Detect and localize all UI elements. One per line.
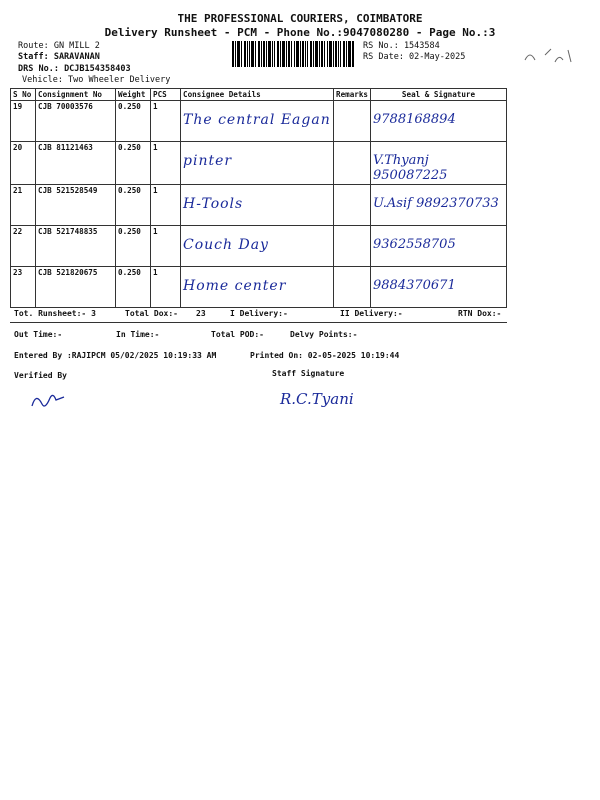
row-signature <box>371 142 507 185</box>
barcode-image <box>232 41 354 67</box>
row-pcs: 1 <box>151 185 181 226</box>
col-weight: Weight <box>116 89 151 101</box>
entered-by: Entered By :RAJIPCM 05/02/2025 10:19:33 AM <box>14 351 217 360</box>
col-pcs: PCS <box>151 89 181 101</box>
row-consignee <box>181 101 334 142</box>
consignee-handwriting: Couch Day <box>183 237 269 253</box>
row-weight: 0.250 <box>116 101 151 142</box>
row-remarks <box>334 142 371 185</box>
total-pod: Total POD:- <box>211 330 264 339</box>
consignee-handwriting: The central Eagan <box>183 112 331 128</box>
row-remarks <box>334 185 371 226</box>
table-header-row <box>11 89 507 101</box>
row-sno: 21 <box>11 185 36 226</box>
staff-label: Staff: SARAVANAN <box>18 52 100 62</box>
row-consignee <box>181 142 334 185</box>
row-pcs: 1 <box>151 267 181 308</box>
row-signature <box>371 226 507 267</box>
row-consignment: CJB 521820675 <box>36 267 116 308</box>
row-consignment: CJB 521748835 <box>36 226 116 267</box>
row-consignee <box>181 267 334 308</box>
rs-date: RS Date: 02-May-2025 <box>363 52 466 62</box>
row-remarks <box>334 101 371 142</box>
table-row <box>11 185 507 226</box>
vehicle-label: Vehicle: Two Wheeler Delivery <box>22 75 171 85</box>
row-pcs: 1 <box>151 142 181 185</box>
col-consignee: Consignee Details <box>181 89 334 101</box>
verified-by-label: Verified By <box>14 371 67 380</box>
staff-signature: R.C.Tyani <box>280 390 354 408</box>
route-label: Route: GN MILL 2 <box>18 41 100 51</box>
row-consignment: CJB 81121463 <box>36 142 116 185</box>
footer-divider <box>10 322 507 323</box>
i-delivery: I Delivery:- <box>230 309 288 318</box>
table-row <box>11 267 507 308</box>
delvy-points: Delvy Points:- <box>290 330 358 339</box>
table-row <box>11 226 507 267</box>
row-consignment: CJB 70003576 <box>36 101 116 142</box>
row-sno: 22 <box>11 226 36 267</box>
total-dox-value: 23 <box>196 309 206 318</box>
row-weight: 0.250 <box>116 185 151 226</box>
in-time: In Time:- <box>116 330 160 339</box>
row-signature <box>371 267 507 308</box>
col-signature: Seal & Signature <box>371 89 507 101</box>
ii-delivery: II Delivery:- <box>340 309 403 318</box>
runsheet-subtitle: Delivery Runsheet - PCM - Phone No.:9047080280 - Page No.:3 <box>104 26 496 39</box>
printed-on: Printed On: 02-05-2025 10:19:44 <box>250 351 400 360</box>
signature-handwriting: 9788168894 <box>373 112 456 127</box>
signature-handwriting: 9884370671 <box>373 278 456 293</box>
drs-label: DRS No.: <box>18 64 65 74</box>
row-consignee <box>181 226 334 267</box>
row-pcs: 1 <box>151 226 181 267</box>
table-row <box>11 142 507 185</box>
consignee-handwriting: Home center <box>183 278 287 294</box>
row-consignee <box>181 185 334 226</box>
row-signature <box>371 101 507 142</box>
row-weight: 0.250 <box>116 142 151 185</box>
out-time: Out Time:- <box>14 330 63 339</box>
row-weight: 0.250 <box>116 226 151 267</box>
row-remarks <box>334 267 371 308</box>
rtn-dox: RTN Dox:- <box>458 309 502 318</box>
stamp-scribble <box>520 40 580 70</box>
row-signature <box>371 185 507 226</box>
consignee-handwriting: H-Tools <box>183 196 244 212</box>
staff-signature-label: Staff Signature <box>272 369 345 378</box>
drs-number <box>18 64 131 74</box>
tot-runsheet: Tot. Runsheet:- 3 <box>14 309 96 318</box>
col-sno: S No <box>11 89 36 101</box>
drs-value: DCJB154358403 <box>64 64 131 74</box>
row-pcs: 1 <box>151 101 181 142</box>
row-sno: 23 <box>11 267 36 308</box>
signature-handwriting: U.Asif 9892370733 <box>373 196 499 211</box>
runsheet-table <box>10 88 507 308</box>
row-remarks <box>334 226 371 267</box>
signature-handwriting: 9362558705 <box>373 237 456 252</box>
row-weight: 0.250 <box>116 267 151 308</box>
table-row <box>11 101 507 142</box>
row-consignment: CJB 521528549 <box>36 185 116 226</box>
row-sno: 20 <box>11 142 36 185</box>
col-remarks: Remarks <box>334 89 371 101</box>
signature-handwriting: V.Thyanj 950087225 <box>373 153 448 183</box>
company-title: THE PROFESSIONAL COURIERS, COIMBATORE <box>177 12 423 25</box>
row-sno: 19 <box>11 101 36 142</box>
consignee-handwriting: pinter <box>183 153 233 169</box>
total-dox-label: Total Dox:- <box>125 309 178 318</box>
rs-number: RS No.: 1543584 <box>363 41 440 51</box>
col-consignment: Consignment No <box>36 89 116 101</box>
verifier-signature <box>28 388 68 414</box>
